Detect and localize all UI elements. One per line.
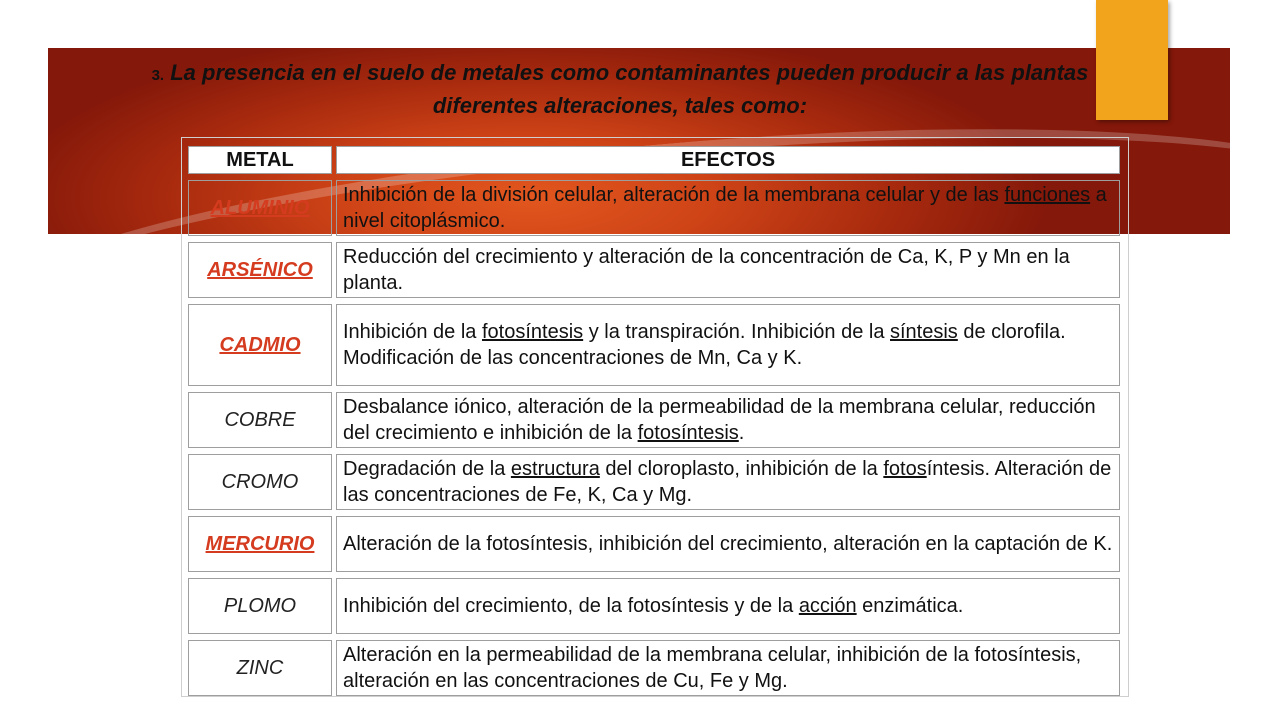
- metal-plomo: PLOMO: [188, 578, 332, 634]
- effect-arsenico: Reducción del crecimiento y alteración de la concentración de Ca, K, P y Mn en la planta.: [336, 242, 1120, 298]
- title-number: 3.: [151, 67, 165, 84]
- metal-cromo: CROMO: [188, 454, 332, 510]
- metal-arsenico: ARSÉNICO: [188, 242, 332, 298]
- header-effects: EFECTOS: [336, 146, 1120, 174]
- effect-zinc: Alteración en la permeabilidad de la membrana celular, inhibición de la fotosíntesis, alteración en las concentraciones de Cu, Fe y Mg.: [336, 640, 1120, 696]
- table-row: [188, 392, 1120, 448]
- metal-mercurio: MERCURIO: [188, 516, 332, 572]
- title-text: La presencia en el suelo de metales como contaminantes pueden producir a las plantas diferentes alteraciones, tales como:: [164, 60, 1089, 118]
- table-row: [188, 454, 1120, 510]
- metal-zinc: ZINC: [188, 640, 332, 696]
- table-row: [188, 180, 1120, 236]
- effect-aluminio: Inhibición de la división celular, alteración de la membrana celular y de las funciones a nivel citoplásmico.: [336, 180, 1120, 236]
- metal-aluminio: ALUMINIO: [188, 180, 332, 236]
- metals-effects-table: [184, 140, 1124, 702]
- effect-cobre: Desbalance iónico, alteración de la permeabilidad de la membrana celular, reducción del crecimiento e inhibición de la fotosíntesis.: [336, 392, 1120, 448]
- metal-cobre: COBRE: [188, 392, 332, 448]
- metal-cadmio: CADMIO: [188, 304, 332, 386]
- effect-cromo: Degradación de la estructura del cloroplasto, inhibición de la fotosíntesis. Alteración de las concentraciones de Fe, K, Ca y Mg.: [336, 454, 1120, 510]
- header-metal: METAL: [188, 146, 332, 174]
- table-header-row: [188, 146, 1120, 174]
- effect-plomo: Inhibición del crecimiento, de la fotosíntesis y de la acción enzimática.: [336, 578, 1120, 634]
- effect-cadmio: Inhibición de la fotosíntesis y la transpiración. Inhibición de la síntesis de clorofila. Modificación de las concentraciones de Mn, Ca y K.: [336, 304, 1120, 386]
- slide-title: [120, 58, 1120, 121]
- table-row: [188, 516, 1120, 572]
- table-row: [188, 578, 1120, 634]
- table-row: [188, 640, 1120, 696]
- table-row: [188, 304, 1120, 386]
- table-row: [188, 242, 1120, 298]
- effect-mercurio: Alteración de la fotosíntesis, inhibición del crecimiento, alteración en la captación de K.: [336, 516, 1120, 572]
